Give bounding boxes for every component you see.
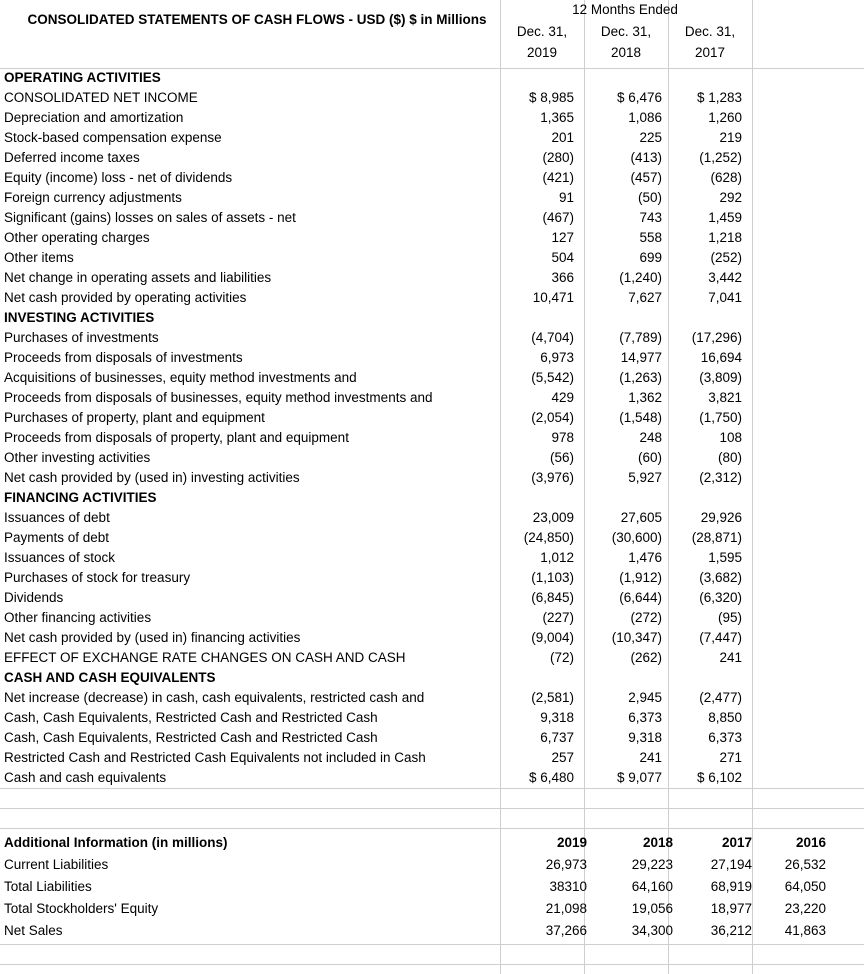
year-2018: 2018 — [642, 835, 673, 850]
row-label: Other items — [4, 250, 74, 265]
row-value: (6,845) — [531, 590, 574, 605]
table-row — [0, 589, 864, 609]
table-row — [0, 549, 864, 569]
row-value: 366 — [551, 270, 574, 285]
table-row — [0, 709, 864, 729]
row-value: 5,927 — [628, 470, 662, 485]
row-value: (60) — [637, 450, 662, 465]
row-label: INVESTING ACTIVITIES — [4, 310, 155, 325]
row-label: Purchases of stock for treasury — [4, 570, 191, 585]
row-value: 1,218 — [708, 230, 742, 245]
row-value: (457) — [630, 170, 662, 185]
row-label: OPERATING ACTIVITIES — [4, 70, 161, 85]
row-label: Total Stockholders' Equity — [4, 901, 159, 916]
grid-hline — [0, 828, 864, 829]
row-label: Dividends — [4, 590, 64, 605]
row-value: (30,600) — [611, 530, 662, 545]
row-label: Equity (income) loss - net of dividends — [4, 170, 233, 185]
row-value: (3,682) — [699, 570, 742, 585]
row-value: (413) — [630, 150, 662, 165]
row-value: 3,442 — [708, 270, 742, 285]
row-value: $ 1,283 — [696, 90, 742, 105]
row-value: 34,300 — [631, 923, 673, 938]
row-value: 558 — [639, 230, 662, 245]
table-row — [0, 309, 864, 329]
row-value: (7,447) — [699, 630, 742, 645]
row-value: (280) — [542, 150, 574, 165]
row-value: 27,605 — [620, 510, 662, 525]
row-value: 64,160 — [631, 879, 673, 894]
table-row — [0, 469, 864, 489]
row-value: 7,627 — [628, 290, 662, 305]
table-row — [0, 769, 864, 789]
row-value: 1,086 — [628, 110, 662, 125]
row-label: Cash and cash equivalents — [4, 770, 167, 785]
row-value: (1,103) — [531, 570, 574, 585]
table-row — [0, 749, 864, 769]
column-header-2017: Dec. 31, 2017 — [684, 24, 736, 60]
row-value: 19,056 — [631, 901, 673, 916]
row-value: (2,477) — [699, 690, 742, 705]
row-value: 41,863 — [784, 923, 826, 938]
row-label: Issuances of debt — [4, 510, 110, 525]
table-row — [0, 209, 864, 229]
row-value: 23,009 — [532, 510, 574, 525]
row-value: 504 — [551, 250, 574, 265]
row-value: 743 — [639, 210, 662, 225]
row-value: (1,263) — [619, 370, 662, 385]
row-value: 9,318 — [540, 710, 574, 725]
row-value: 1,012 — [540, 550, 574, 565]
row-label: Other financing activities — [4, 610, 152, 625]
table-row — [0, 900, 864, 920]
row-value: 23,220 — [784, 901, 826, 916]
row-value: 29,926 — [700, 510, 742, 525]
row-value: (1,548) — [619, 410, 662, 425]
table-row — [0, 389, 864, 409]
row-label: Net increase (decrease) in cash, cash equivalents, restricted cash and — [4, 690, 425, 705]
table-row — [0, 109, 864, 129]
row-value: 29,223 — [631, 857, 673, 872]
table-row — [0, 89, 864, 109]
row-value: 9,318 — [628, 730, 662, 745]
table-row — [0, 529, 864, 549]
row-label: Net change in operating assets and liabilities — [4, 270, 272, 285]
row-value: 27,194 — [710, 857, 752, 872]
table-row — [0, 689, 864, 709]
grid-hline — [0, 964, 864, 965]
table-row — [0, 329, 864, 349]
additional-info-header-row — [0, 834, 864, 854]
row-value: 6,973 — [540, 350, 574, 365]
row-value: (4,704) — [531, 330, 574, 345]
row-label: Foreign currency adjustments — [4, 190, 182, 205]
row-value: 429 — [551, 390, 574, 405]
table-row — [0, 489, 864, 509]
row-value: 18,977 — [710, 901, 752, 916]
table-row — [0, 229, 864, 249]
row-value: 1,595 — [708, 550, 742, 565]
row-label: Net cash provided by operating activities — [4, 290, 247, 305]
year-2019: 2019 — [556, 835, 587, 850]
row-value: (1,240) — [619, 270, 662, 285]
row-value: 14,977 — [620, 350, 662, 365]
row-value: (9,004) — [531, 630, 574, 645]
row-value: (28,871) — [691, 530, 742, 545]
row-label: Net Sales — [4, 923, 63, 938]
row-value: (1,912) — [619, 570, 662, 585]
row-value: 6,737 — [540, 730, 574, 745]
row-value: (421) — [542, 170, 574, 185]
row-value: 1,365 — [540, 110, 574, 125]
row-value: (24,850) — [523, 530, 574, 545]
row-label: Current Liabilities — [4, 857, 109, 872]
row-value: (6,644) — [619, 590, 662, 605]
row-value: $ 9,077 — [616, 770, 662, 785]
row-label: Proceeds from disposals of investments — [4, 350, 243, 365]
table-row — [0, 856, 864, 876]
year-2017: 2017 — [721, 835, 752, 850]
row-label: FINANCING ACTIVITIES — [4, 490, 157, 505]
row-label: Deferred income taxes — [4, 150, 140, 165]
row-label: Restricted Cash and Restricted Cash Equivalents not included in Cash — [4, 750, 426, 765]
row-value: 21,098 — [545, 901, 587, 916]
row-value: 127 — [551, 230, 574, 245]
table-row — [0, 149, 864, 169]
row-value: 36,212 — [710, 923, 752, 938]
table-row — [0, 669, 864, 689]
row-value: 201 — [551, 130, 574, 145]
row-value: 38310 — [549, 879, 587, 894]
row-label: Significant (gains) losses on sales of assets - net — [4, 210, 296, 225]
row-label: Purchases of property, plant and equipment — [4, 410, 265, 425]
row-value: (5,542) — [531, 370, 574, 385]
row-value: 241 — [639, 750, 662, 765]
row-value: 7,041 — [708, 290, 742, 305]
row-value: 37,266 — [545, 923, 587, 938]
row-label: CASH AND CASH EQUIVALENTS — [4, 670, 216, 685]
column-header-2018: Dec. 31, 2018 — [600, 24, 652, 60]
table-row — [0, 289, 864, 309]
grid-hline — [0, 808, 864, 809]
row-value: (3,976) — [531, 470, 574, 485]
row-value: 10,471 — [532, 290, 574, 305]
table-row — [0, 509, 864, 529]
row-value: 1,260 — [708, 110, 742, 125]
table-row — [0, 249, 864, 269]
row-value: (1,252) — [699, 150, 742, 165]
year-2016: 2016 — [795, 835, 826, 850]
row-value: 219 — [719, 130, 742, 145]
row-value: (227) — [542, 610, 574, 625]
row-value: $ 6,102 — [696, 770, 742, 785]
table-row — [0, 449, 864, 469]
additional-info-title: Additional Information (in millions) — [4, 835, 228, 850]
row-value: 16,694 — [700, 350, 742, 365]
table-row — [0, 429, 864, 449]
row-value: 1,362 — [628, 390, 662, 405]
table-row — [0, 349, 864, 369]
row-value: 292 — [719, 190, 742, 205]
table-row — [0, 369, 864, 389]
row-value: (628) — [710, 170, 742, 185]
table-row — [0, 649, 864, 669]
table-row — [0, 569, 864, 589]
row-value: 225 — [639, 130, 662, 145]
row-value: (6,320) — [699, 590, 742, 605]
row-value: (262) — [630, 650, 662, 665]
statement-title: CONSOLIDATED STATEMENTS OF CASH FLOWS - USD ($) $ in Millions — [27, 12, 487, 27]
row-value: (10,347) — [611, 630, 662, 645]
row-value: (467) — [542, 210, 574, 225]
row-label: Purchases of investments — [4, 330, 159, 345]
grid-hline — [0, 944, 864, 945]
row-value: 2,945 — [628, 690, 662, 705]
row-value: 271 — [719, 750, 742, 765]
row-label: Net cash provided by (used in) financing activities — [4, 630, 301, 645]
row-label: Proceeds from disposals of property, plant and equipment — [4, 430, 349, 445]
row-value: 6,373 — [628, 710, 662, 725]
row-value: (56) — [549, 450, 574, 465]
row-value: 6,373 — [708, 730, 742, 745]
row-value: (252) — [710, 250, 742, 265]
row-value: (72) — [549, 650, 574, 665]
row-value: (2,581) — [531, 690, 574, 705]
row-label: Other operating charges — [4, 230, 150, 245]
row-value: 1,459 — [708, 210, 742, 225]
table-row — [0, 129, 864, 149]
row-value: (7,789) — [619, 330, 662, 345]
row-value: 8,850 — [708, 710, 742, 725]
row-label: Acquisitions of businesses, equity method investments and — [4, 370, 357, 385]
table-row — [0, 269, 864, 289]
row-value: $ 6,476 — [616, 90, 662, 105]
row-label: Cash, Cash Equivalents, Restricted Cash and Restricted Cash — [4, 710, 378, 725]
row-label: Net cash provided by (used in) investing activities — [4, 470, 300, 485]
row-label: Stock-based compensation expense — [4, 130, 222, 145]
column-header-2019: Dec. 31, 2019 — [516, 24, 568, 60]
row-value: 108 — [719, 430, 742, 445]
row-value: (2,054) — [531, 410, 574, 425]
row-value: 257 — [551, 750, 574, 765]
table-row — [0, 609, 864, 629]
row-label: Total Liabilities — [4, 879, 92, 894]
row-value: (80) — [717, 450, 742, 465]
row-label: EFFECT OF EXCHANGE RATE CHANGES ON CASH AND CASH — [4, 650, 406, 665]
row-value: 241 — [719, 650, 742, 665]
table-row — [0, 169, 864, 189]
row-value: $ 6,480 — [528, 770, 574, 785]
row-value: 1,476 — [628, 550, 662, 565]
table-row — [0, 189, 864, 209]
row-value: (3,809) — [699, 370, 742, 385]
row-label: Other investing activities — [4, 450, 151, 465]
row-value: (272) — [630, 610, 662, 625]
table-row — [0, 729, 864, 749]
row-label: Issuances of stock — [4, 550, 116, 565]
row-value: 26,532 — [784, 857, 826, 872]
row-value: 978 — [551, 430, 574, 445]
row-value: (2,312) — [699, 470, 742, 485]
row-value: 26,973 — [545, 857, 587, 872]
row-value: (17,296) — [691, 330, 742, 345]
row-value: 3,821 — [708, 390, 742, 405]
row-value: 91 — [558, 190, 574, 205]
row-label: Cash, Cash Equivalents, Restricted Cash and Restricted Cash — [4, 730, 378, 745]
row-value: 699 — [639, 250, 662, 265]
row-value: 68,919 — [710, 879, 752, 894]
row-label: Payments of debt — [4, 530, 110, 545]
row-value: 248 — [639, 430, 662, 445]
table-row — [0, 922, 864, 942]
table-row — [0, 409, 864, 429]
row-value: (50) — [637, 190, 662, 205]
row-label: Proceeds from disposals of businesses, equity method investments and — [4, 390, 433, 405]
row-value: (1,750) — [699, 410, 742, 425]
table-row — [0, 69, 864, 89]
row-label: CONSOLIDATED NET INCOME — [4, 90, 198, 105]
period-group-header: 12 Months Ended — [572, 2, 678, 17]
table-row — [0, 878, 864, 898]
row-value: 64,050 — [784, 879, 826, 894]
row-value: $ 8,985 — [528, 90, 574, 105]
table-row — [0, 629, 864, 649]
row-value: (95) — [717, 610, 742, 625]
row-label: Depreciation and amortization — [4, 110, 184, 125]
